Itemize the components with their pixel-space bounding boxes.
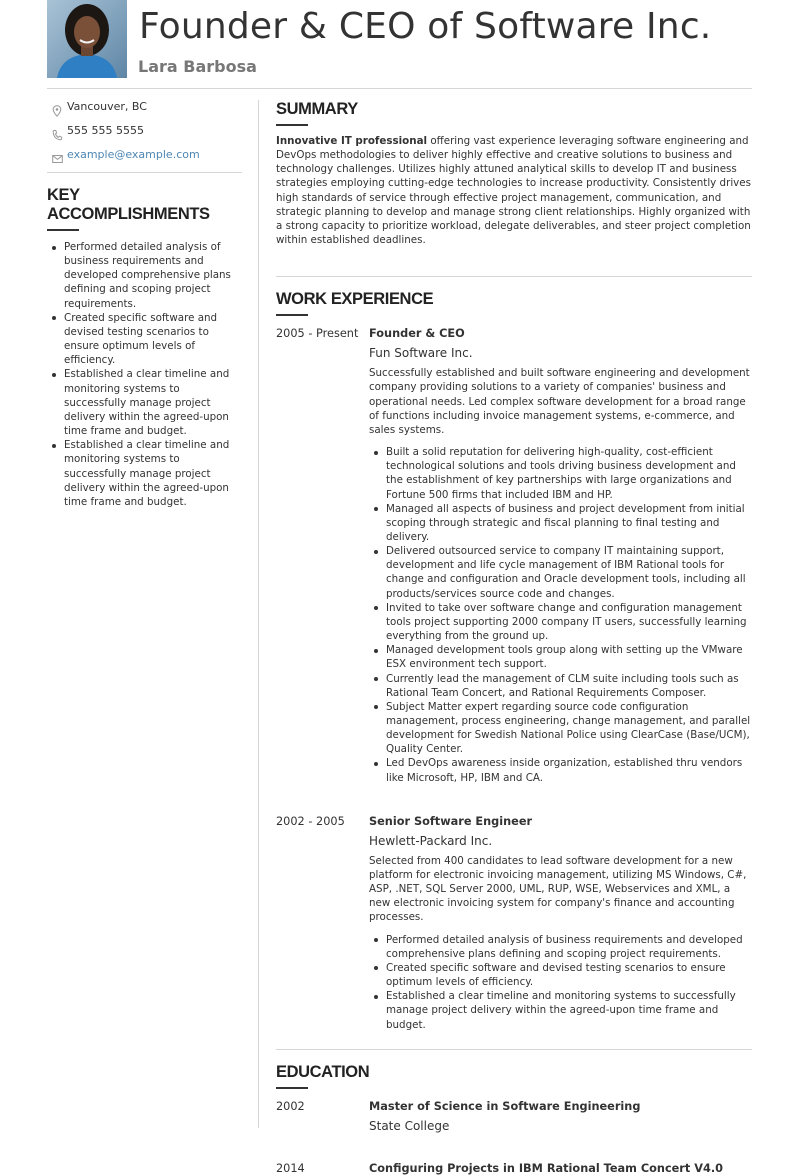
list-item: Led DevOps awareness inside organization, established thru vendors like Microsoft, HP, IBM and CA. (369, 756, 752, 784)
job-company: Fun Software Inc. (369, 346, 473, 361)
list-item: Subject Matter expert regarding source code configuration management, process engineering, change management, and parallel development for Swedish National Police using ClearCase (Base/UCM), Quality Center. (369, 700, 752, 757)
list-item: Invited to take over software change and configuration management tools project supporting 2000 company IT users, successfully learning everything from the ground up. (369, 601, 752, 643)
summary-text (276, 134, 752, 247)
person-name: Lara Barbosa (138, 57, 257, 76)
heading-accent (47, 229, 79, 231)
accomplishments-heading: KEY ACCOMPLISHMENTS (47, 186, 210, 223)
job-dates: 2005 - Present (276, 327, 359, 341)
education-entry (276, 1162, 752, 1175)
summary-heading: SUMMARY (276, 100, 358, 118)
list-item: Established a clear timeline and monitoring systems to successfully manage project delivery within the agreed-upon time frame and budget. (47, 367, 242, 438)
education-school: State College (369, 1118, 450, 1133)
location-text: Vancouver, BC (67, 100, 147, 113)
heading-accent (276, 314, 308, 316)
education-year: 2014 (276, 1161, 305, 1175)
list-item: Delivered outsourced service to company IT maintaining support, development and life cycle management of IBM Rational tools for change and configuration and Oracle development tools, including all products/services source code and changes. (369, 544, 752, 601)
summary-body: offering vast experience leveraging software engineering and DevOps methodologies to deliver highly effective and creative solutions to business and technology challenges. Utilizes highly attuned analytical skills to develop IT and business strategies employing cutting-edge technologies to increase productivity. Consistently drives high standards of service through effective project management, communication, and strategic planning to develop and manage strong client relationships. Highly organized with a strong capacity to prioritize workload, delegate deliverables, and steer project completion within established deadlines. (276, 135, 751, 247)
section-divider (276, 276, 752, 277)
education-heading: EDUCATION (276, 1062, 370, 1081)
heading-accent (276, 1087, 308, 1089)
job-description: Successfully established and built software engineering and development company providing solutions to a variety of companies' business and operational needs. Led complex software development for a broad range of functions including invoice management systems, e-commerce, and sales systems. (369, 367, 750, 436)
list-item: Performed detailed analysis of business requirements and developed comprehensive plans defining and scoping project requirements. (47, 240, 242, 311)
envelope-icon (52, 150, 62, 162)
section-divider (276, 1049, 752, 1050)
contact-location (47, 98, 242, 122)
job-entry (276, 815, 752, 1032)
list-item: Created specific software and devised testing scenarios to ensure optimum levels of efficiency. (47, 311, 242, 368)
list-item: Performed detailed analysis of business requirements and developed comprehensive plans defining and scoping project requirements. (369, 933, 752, 961)
column-divider (258, 100, 259, 1128)
contact-email[interactable] (47, 146, 242, 170)
list-item: Managed development tools group along with setting up the VMware ESX environment tech support. (369, 643, 752, 671)
list-item: Established a clear timeline and monitoring systems to successfully manage project delivery within the agreed-upon time frame and budget. (369, 989, 752, 1031)
main-column (276, 100, 752, 1175)
job-role: Founder & CEO (369, 327, 465, 341)
sidebar-divider (47, 172, 242, 173)
resume-title: Founder & CEO of Software Inc. (139, 6, 712, 47)
list-item: Currently lead the management of CLM suite including tools such as Rational Team Concert, and Rational Requirements Composer. (369, 672, 752, 700)
map-pin-icon (52, 102, 62, 114)
phone-text: 555 555 5555 (67, 124, 144, 137)
education-year: 2002 (276, 1099, 305, 1113)
education-degree: Configuring Projects in IBM Rational Team Concert V4.0 (369, 1161, 723, 1175)
list-item: Managed all aspects of business and project development from initial scoping through strategic and fiscal planning to final testing and delivery. (369, 502, 752, 544)
resume-header (0, 0, 800, 90)
list-item: Built a solid reputation for delivering high-quality, cost-efficient technological solutions and tools driving business development and the establishment of key partnerships with large organizations and Fortune 500 firms that included IBM and HP. (369, 445, 752, 502)
heading-accent (276, 124, 308, 126)
job-dates: 2002 - 2005 (276, 814, 345, 828)
header-divider (47, 88, 752, 89)
sidebar (47, 98, 242, 509)
accomplishments-list (47, 240, 242, 509)
job-bullets (369, 445, 752, 785)
job-description: Selected from 400 candidates to lead software development for a new platform for electronic invoicing management, utilizing MS Windows, C#, ASP, .NET, SQL Server 2000, UML, RUP, WSE, Webservices and XML, a new electronic invoicing system for company's finance and accounting processes. (369, 854, 747, 924)
profile-photo (47, 0, 127, 78)
education-entry (276, 1100, 752, 1133)
contact-phone (47, 122, 242, 146)
summary-lead: Innovative IT professional (276, 135, 428, 147)
list-item: Created specific software and devised testing scenarios to ensure optimum levels of efficiency. (369, 961, 752, 989)
email-link[interactable]: example@example.com (67, 148, 200, 161)
job-company: Hewlett-Packard Inc. (369, 833, 493, 848)
list-item: Established a clear timeline and monitoring systems to successfully manage project delivery within the agreed-upon time frame and budget. (47, 438, 242, 509)
job-entry (276, 327, 752, 785)
education-degree: Master of Science in Software Engineering (369, 1099, 641, 1113)
job-role: Senior Software Engineer (369, 814, 533, 828)
work-heading: WORK EXPERIENCE (276, 290, 434, 309)
phone-icon (52, 126, 62, 138)
job-bullets (369, 933, 752, 1032)
